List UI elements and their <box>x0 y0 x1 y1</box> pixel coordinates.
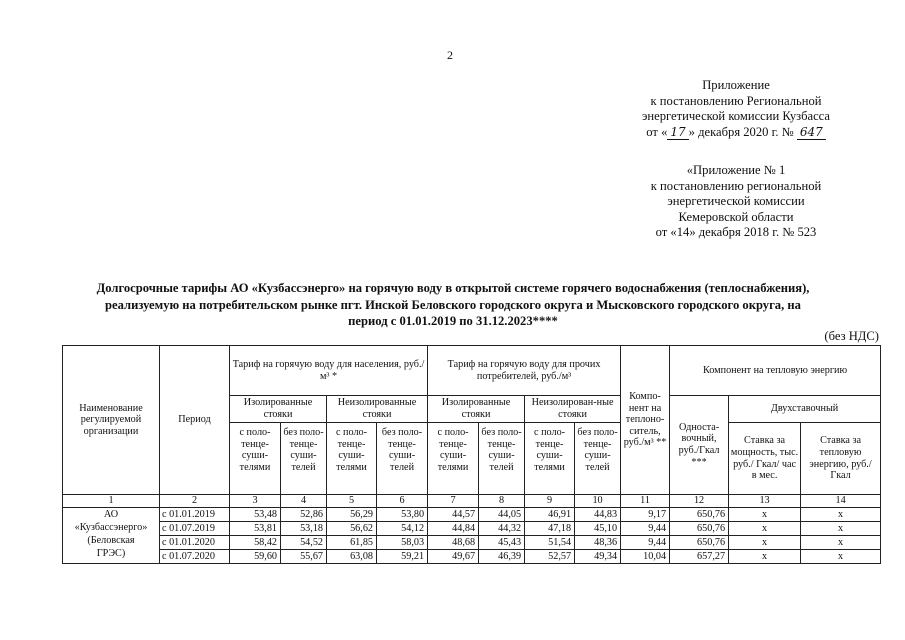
value-cell: 53,48 <box>230 508 281 522</box>
column-number: 6 <box>377 495 428 508</box>
date-middle: » декабря 2020 г. № <box>688 124 794 139</box>
value-cell: 54,52 <box>281 536 327 550</box>
period-cell: с 01.07.2020 <box>160 550 230 564</box>
value-cell: 49,67 <box>428 550 479 564</box>
value-cell: 53,81 <box>230 522 281 536</box>
value-cell: 44,05 <box>479 508 525 522</box>
header-isolated: Изолированные стояки <box>230 396 327 423</box>
value-cell: 9,17 <box>621 508 670 522</box>
header-isolated: Изолированные стояки <box>428 396 525 423</box>
column-number: 4 <box>281 495 327 508</box>
date-prefix: от « <box>646 124 668 139</box>
value-cell: 48,68 <box>428 536 479 550</box>
org-line: ГРЭС) <box>96 548 126 559</box>
value-cell: 650,76 <box>670 508 729 522</box>
value-cell: 59,60 <box>230 550 281 564</box>
value-cell: 44,57 <box>428 508 479 522</box>
handwritten-number: 647 <box>797 125 826 140</box>
value-cell: x <box>801 522 881 536</box>
appendix-line: к постановлению региональной <box>650 178 822 193</box>
value-cell: 59,21 <box>377 550 428 564</box>
period-cell: с 01.01.2020 <box>160 536 230 550</box>
appendix-line: к постановлению Региональной <box>650 93 822 108</box>
value-cell: 51,54 <box>525 536 575 550</box>
header-two-part-rate: Двухставочный <box>729 396 881 423</box>
appendix-line: Приложение <box>702 78 770 92</box>
header-without-towel-dryers: без поло-тенце-суши-телей <box>575 423 621 495</box>
value-cell: 650,76 <box>670 536 729 550</box>
value-cell: 52,57 <box>525 550 575 564</box>
column-number: 11 <box>621 495 670 508</box>
value-cell: 46,91 <box>525 508 575 522</box>
value-cell: 44,83 <box>575 508 621 522</box>
appendix-line: энергетической комиссии Кузбасса <box>641 109 831 124</box>
value-cell: x <box>729 508 801 522</box>
vat-note: (без НДС) <box>824 329 879 343</box>
value-cell: 44,32 <box>479 522 525 536</box>
organization-cell <box>63 508 160 564</box>
header-component-carrier: Компо-нент на теплоно-ситель, руб./м³ ** <box>621 346 670 495</box>
column-number: 13 <box>729 495 801 508</box>
value-cell: x <box>729 522 801 536</box>
value-cell: 53,18 <box>281 522 327 536</box>
value-cell: 650,76 <box>670 522 729 536</box>
value-cell: 44,84 <box>428 522 479 536</box>
appendix-line: Кемеровской области <box>678 209 794 224</box>
column-number: 10 <box>575 495 621 508</box>
value-cell: 10,04 <box>621 550 670 564</box>
header-org-name: Наименование регулируемой организации <box>63 346 160 495</box>
value-cell: 49,34 <box>575 550 621 564</box>
value-cell: x <box>801 550 881 564</box>
header-nonisolated: Неизолирован-ные стояки <box>525 396 621 423</box>
value-cell: 54,12 <box>377 522 428 536</box>
appendix-line: от «14» декабря 2018 г. № 523 <box>655 225 817 240</box>
value-cell: 45,43 <box>479 536 525 550</box>
handwritten-day: 17 <box>667 125 688 140</box>
value-cell: 46,39 <box>479 550 525 564</box>
value-cell: 47,18 <box>525 522 575 536</box>
column-number: 12 <box>670 495 729 508</box>
column-number: 5 <box>327 495 377 508</box>
value-cell: x <box>801 508 881 522</box>
value-cell: 52,86 <box>281 508 327 522</box>
appendix-line: «Приложение № 1 <box>686 163 786 177</box>
value-cell: 55,67 <box>281 550 327 564</box>
value-cell: 9,44 <box>621 536 670 550</box>
org-line: «Кузбассэнерго» <box>74 522 148 533</box>
appendix-date-line <box>600 125 872 141</box>
table-row <box>63 508 881 522</box>
value-cell: 45,10 <box>575 522 621 536</box>
header-without-towel-dryers: без поло-тенце-суши-телей <box>479 423 525 495</box>
value-cell: 58,42 <box>230 536 281 550</box>
header-with-towel-dryers: с поло-тенце-суши-телями <box>525 423 575 495</box>
column-number: 1 <box>63 495 160 508</box>
value-cell: x <box>729 536 801 550</box>
value-cell: x <box>729 550 801 564</box>
period-cell: с 01.07.2019 <box>160 522 230 536</box>
value-cell: 61,85 <box>327 536 377 550</box>
column-number: 8 <box>479 495 525 508</box>
column-number: 9 <box>525 495 575 508</box>
table-row <box>63 550 881 564</box>
column-number: 7 <box>428 495 479 508</box>
document-title: Долгосрочные тарифы АО «Кузбассэнерго» на горячую воду в открытой системе горячего водоснабжения (теплоснабжения), реализуемую на потребительском рынке пгт. Инской Беловского городского округа и Мысковского городского округа, на период с 01.01.2019 по 31.12.2023**** <box>96 281 810 328</box>
header-tariff-other: Тариф на горячую воду для прочих потребителей, руб./м³ <box>428 346 621 396</box>
page-number: 2 <box>447 48 453 62</box>
header-without-towel-dryers: без поло-тенце-суши-телей <box>377 423 428 495</box>
column-number: 3 <box>230 495 281 508</box>
table-row <box>63 536 881 550</box>
header-period: Период <box>160 346 230 495</box>
org-line: (Беловская <box>87 535 135 546</box>
value-cell: 657,27 <box>670 550 729 564</box>
value-cell: 9,44 <box>621 522 670 536</box>
value-cell: 56,29 <box>327 508 377 522</box>
tariff-table <box>62 345 881 564</box>
value-cell: 53,80 <box>377 508 428 522</box>
header-with-towel-dryers: с поло-тенце-суши-телями <box>230 423 281 495</box>
column-number: 14 <box>801 495 881 508</box>
header-rate-power: Ставка за мощность, тыс. руб./ Гкал/ час в мес. <box>729 423 801 495</box>
header-component-heat: Компонент на тепловую энергию <box>670 346 881 396</box>
header-tariff-population: Тариф на горячую воду для населения, руб./м³ * <box>230 346 428 396</box>
table-header-row <box>63 346 881 396</box>
value-cell: 58,03 <box>377 536 428 550</box>
header-one-part-rate: Односта-вочный, руб./Гкал *** <box>670 396 729 495</box>
value-cell: 56,62 <box>327 522 377 536</box>
value-cell: x <box>801 536 881 550</box>
appendix-block <box>600 78 872 140</box>
org-line: АО <box>103 509 119 520</box>
value-cell: 63,08 <box>327 550 377 564</box>
value-cell: 48,36 <box>575 536 621 550</box>
appendix-line: энергетической комиссии <box>667 194 805 209</box>
header-with-towel-dryers: с поло-тенце-суши-телями <box>327 423 377 495</box>
column-number: 2 <box>160 495 230 508</box>
table-row <box>63 522 881 536</box>
header-rate-energy: Ставка за тепловую энергию, руб./Гкал <box>801 423 881 495</box>
header-nonisolated: Неизолированные стояки <box>327 396 428 423</box>
previous-appendix-block <box>600 163 872 241</box>
period-cell: с 01.01.2019 <box>160 508 230 522</box>
header-with-towel-dryers: с поло-тенце-суши-телями <box>428 423 479 495</box>
header-without-towel-dryers: без поло-тенце-суши-телей <box>281 423 327 495</box>
column-number-row <box>63 495 881 508</box>
